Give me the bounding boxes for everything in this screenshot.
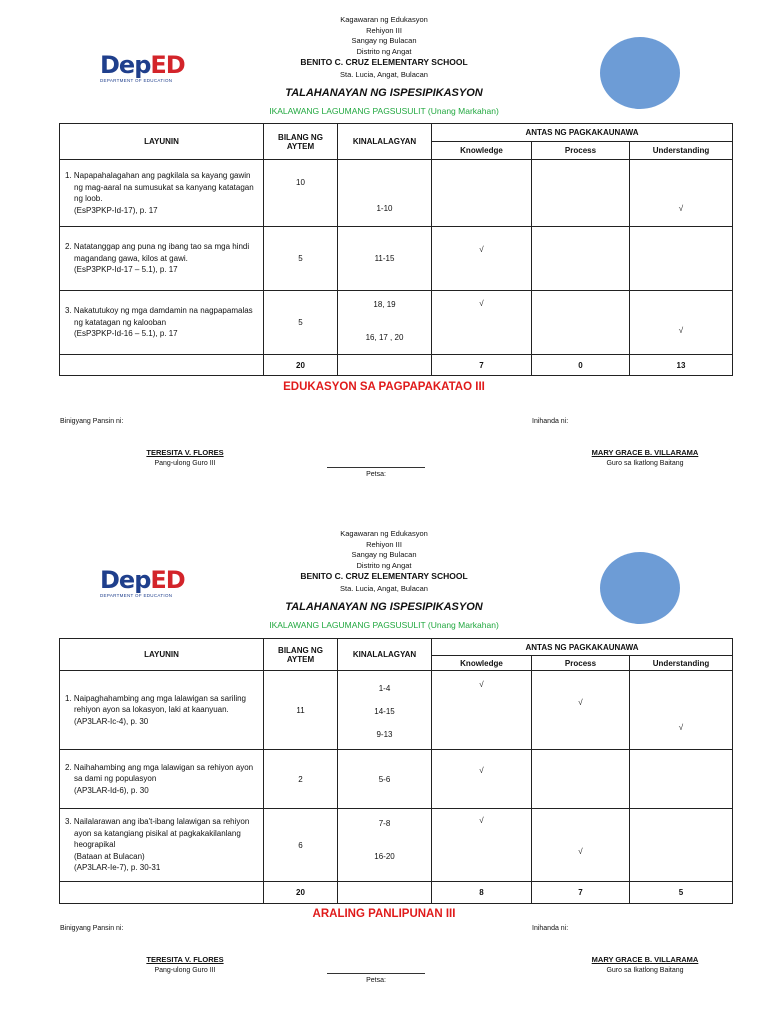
check-mark: √ (432, 671, 532, 750)
school-header: Kagawaran ng Edukasyon Rehiyon III Sangay ng Bulacan Distrito ng Angat BENITO C. CRUZ ELEMENTARY SCHOOL Sta. Lucia, Angat, Bulacan (0, 529, 768, 595)
noted-role: Pang-ulong Guro III (154, 967, 216, 974)
prepared-name: MARY GRACE B. VILLARAMA (591, 448, 699, 457)
col-kinalalagyan: KINALALAGYAN (338, 124, 432, 160)
objective: 1. Napapahalagahan ang pagkilala sa kayang gawin ng mag-aaral na sumusukat sa kanyang katatagan ng loob. (EsP3PKP-Id-17), p. 17 (60, 160, 264, 227)
col-bilang: BILANG NG AYTEM (264, 639, 338, 671)
table-row: 2. Natatanggap ang puna ng ibang tao sa mga hindi magandang gawa, kilos at gawi. (EsP3PKP-Id-17 – 5.1), p. 17 5 11-15 √ (60, 227, 733, 291)
table-row: 3. Nailalarawan ang iba't-ibang lalawigan sa rehiyon ayon sa katangiang pisikal at pagkakakilanlang heograpikal (Bataan at Bulacan) (AP3LAR-Ie-7), p. 30-31 6 7-8 16-20 √ √ (60, 809, 733, 882)
date-label: Petsa: (366, 471, 386, 478)
check-mark: √ (532, 671, 630, 750)
objective: 3. Nailalarawan ang iba't-ibang lalawigan sa rehiyon ayon sa katangiang pisikal at pagkakakilanlang heograpikal (Bataan at Bulacan) (AP3LAR-Ie-7), p. 30-31 (60, 809, 264, 882)
date-label: Petsa: (366, 977, 386, 984)
col-layunin: LAYUNIN (60, 124, 264, 160)
col-kinalalagyan: KINALALAGYAN (338, 639, 432, 671)
col-knowledge: Knowledge (432, 142, 532, 160)
col-antas: ANTAS NG PAGKAKAUNAWA (432, 124, 733, 142)
check-mark: √ (630, 160, 733, 227)
col-understanding: Understanding (630, 142, 733, 160)
table-row: 3. Nakatutukoy ng mga damdamin na nagpapamalas ng katatagan ng kalooban (EsP3PKP-Id-16 – 5.1), p. 17 5 18, 19 16, 17 , 20 √ √ (60, 291, 733, 355)
objective: 1. Naipaghahambing ang mga lalawigan sa sariling rehiyon ayon sa lokasyon, laki at kaanyuan. (AP3LAR-Ic-4), p. 30 (60, 671, 264, 750)
table-row: 2. Naihahambing ang mga lalawigan sa rehiyon ayon sa dami ng populasyon (AP3LAR-Id-6), p. 30 2 5-6 √ (60, 750, 733, 809)
page-subtitle: IKALAWANG LAGUMANG PAGSUSULIT (Unang Markahan) (269, 106, 499, 116)
check-mark: √ (432, 291, 532, 355)
prepared-by-label: Inihanda ni: (532, 418, 569, 425)
table-row: 1. Naipaghahambing ang mga lalawigan sa sariling rehiyon ayon sa lokasyon, laki at kaanyuan. (AP3LAR-Ic-4), p. 30 11 1-4 14-15 9-13 √ √ √ (60, 671, 733, 750)
totals-row: 20 7 0 13 (60, 355, 733, 376)
noted-name: TERESITA V. FLORES (146, 955, 224, 964)
table-row: 1. Napapahalagahan ang pagkilala sa kayang gawin ng mag-aaral na sumusukat sa kanyang katatagan ng loob. (EsP3PKP-Id-17), p. 17 10 1-10 √ (60, 160, 733, 227)
page-title: TALAHANAYAN NG ISPESIPIKASYON (285, 601, 483, 613)
col-layunin: LAYUNIN (60, 639, 264, 671)
noted-role: Pang-ulong Guro III (154, 460, 216, 467)
ap-spec-table (59, 638, 733, 904)
check-mark: √ (432, 809, 532, 882)
objective: 3. Nakatutukoy ng mga damdamin na nagpapamalas ng katatagan ng kalooban (EsP3PKP-Id-16 – 5.1), p. 17 (60, 291, 264, 355)
school-name: BENITO C. CRUZ ELEMENTARY SCHOOL (300, 571, 468, 581)
col-process: Process (532, 142, 630, 160)
totals-row: 20 8 7 5 (60, 882, 733, 904)
page-subtitle: IKALAWANG LAGUMANG PAGSUSULIT (Unang Markahan) (269, 620, 499, 630)
check-mark: √ (630, 671, 733, 750)
check-mark: √ (532, 809, 630, 882)
deped-logo: DepED DEPARTMENT OF EDUCATION (100, 566, 185, 598)
objective: 2. Natatanggap ang puna ng ibang tao sa mga hindi magandang gawa, kilos at gawi. (EsP3PKP-Id-17 – 5.1), p. 17 (60, 227, 264, 291)
school-header: Kagawaran ng Edukasyon Rehiyon III Sangay ng Bulacan Distrito ng Angat BENITO C. CRUZ ELEMENTARY SCHOOL Sta. Lucia, Angat, Bulacan (0, 15, 768, 81)
noted-by-label: Binigyang Pansin ni: (60, 925, 124, 932)
deped-logo: DepED DEPARTMENT OF EDUCATION (100, 51, 185, 83)
col-understanding: Understanding (630, 656, 733, 671)
school-name: BENITO C. CRUZ ELEMENTARY SCHOOL (300, 57, 468, 67)
prepared-by-label: Inihanda ni: (532, 925, 569, 932)
subject-title: ARALING PANLIPUNAN III (312, 908, 456, 920)
objective: 2. Naihahambing ang mga lalawigan sa rehiyon ayon sa dami ng populasyon (AP3LAR-Id-6), p. 30 (60, 750, 264, 809)
school-seal-circle (600, 552, 680, 624)
subject-title: EDUKASYON SA PAGPAPAKATAO III (283, 381, 485, 393)
noted-name: TERESITA V. FLORES (146, 448, 224, 457)
date-line (327, 973, 425, 974)
prepared-name: MARY GRACE B. VILLARAMA (591, 955, 699, 964)
col-knowledge: Knowledge (432, 656, 532, 671)
noted-by-label: Binigyang Pansin ni: (60, 418, 124, 425)
col-antas: ANTAS NG PAGKAKAUNAWA (432, 639, 733, 656)
check-mark: √ (432, 750, 532, 809)
check-mark: √ (630, 291, 733, 355)
check-mark: √ (432, 227, 532, 291)
col-bilang: BILANG NG AYTEM (264, 124, 338, 160)
col-process: Process (532, 656, 630, 671)
page-title: TALAHANAYAN NG ISPESIPIKASYON (285, 87, 483, 99)
prepared-role: Guro sa Ikatlong Baitang (606, 460, 684, 467)
prepared-role: Guro sa Ikatlong Baitang (606, 967, 684, 974)
